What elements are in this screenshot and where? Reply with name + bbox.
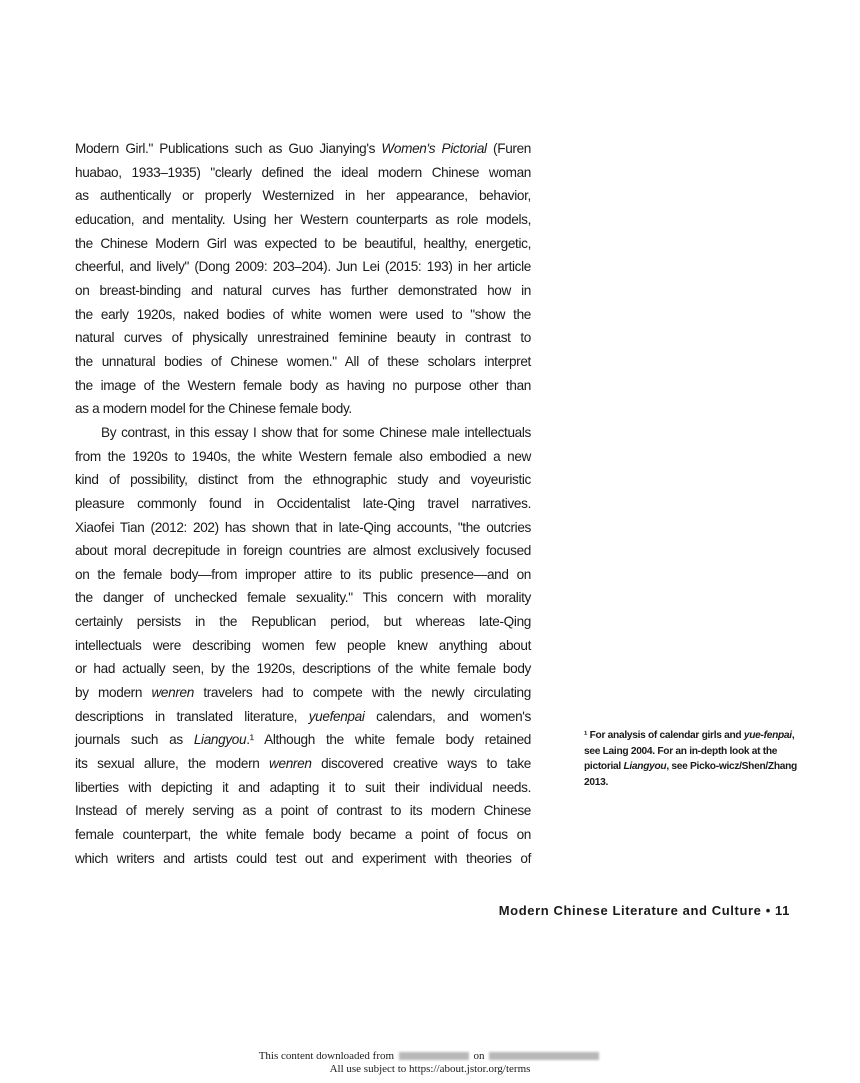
text-run: (Furen [486, 141, 532, 156]
text-run: natural curves of physically unrestrained feminine beauty in contrast to [75, 330, 531, 346]
text-run: as authentically or properly Westernized in her appearance, behavior, [75, 188, 531, 204]
text-line [75, 776, 531, 800]
text-line [75, 374, 531, 398]
italic-term: Liangyou [193, 732, 247, 748]
text-line [75, 137, 531, 161]
text-line [75, 516, 531, 540]
text-run: liberties with depicting it and adapting it to suit their individual needs. [75, 779, 531, 795]
text-run: intellectuals were describing women few people knew anything about [75, 637, 531, 653]
text-run: on the female body—from improper attire to its public presence—and on [75, 566, 531, 582]
text-run: which writers and artists could test out and experiment with theories of [75, 850, 531, 866]
text-run: huabao, 1933–1935) "clearly defined the ideal modern Chinese woman [75, 164, 531, 180]
text-run: its sexual allure, the modern [75, 756, 270, 772]
text-line [75, 255, 531, 279]
text-run: calendars, and women's [364, 708, 532, 724]
text-run: travelers had to compete with the newly circulating [193, 685, 531, 701]
italic-term: wenren [269, 756, 312, 772]
text-line [75, 610, 531, 634]
text-line [75, 657, 531, 681]
text-line [75, 303, 531, 327]
text-line [75, 586, 531, 610]
italic-term: Women's Pictorial [381, 141, 487, 156]
text-line [75, 326, 531, 350]
text-run: .¹ Although the white female body retained [246, 732, 532, 748]
redacted-ip [399, 1052, 469, 1060]
text-line [75, 728, 531, 752]
text-line [75, 705, 531, 729]
text-line [75, 279, 531, 303]
text-line [75, 397, 531, 421]
italic-term: yue-fenpai [743, 730, 792, 741]
text-run: as a modern model for the Chinese female body. [75, 401, 352, 417]
download-line [0, 1050, 860, 1063]
italic-term: Liangyou [623, 761, 667, 773]
running-footer: Modern Chinese Literature and Culture • 11 [498, 903, 790, 918]
text-run: from the 1920s to 1940s, the white Western female also embodied a new [75, 448, 531, 464]
text-run: the unnatural bodies of Chinese women." All of these scholars interpret [75, 353, 531, 369]
text-run: by modern [75, 685, 152, 701]
text-line [75, 799, 531, 823]
text-run: Xiaofei Tian (2012: 202) has shown that in late-Qing accounts, "the outcries [75, 519, 531, 535]
body-text [75, 137, 531, 870]
text-line [75, 492, 531, 516]
text-line [75, 184, 531, 208]
text-line [75, 232, 531, 256]
text-run: pleasure commonly found in Occidentalist late-Qing travel narratives. [75, 495, 531, 511]
text-run: descriptions in translated literature, [75, 708, 309, 724]
text-line [75, 468, 531, 492]
text-line [75, 445, 531, 469]
italic-term: wenren [151, 685, 194, 701]
footnote [584, 728, 800, 790]
text-run: kind of possibility, distinct from the ethnographic study and voyeuristic [75, 472, 531, 488]
text-run: or had actually seen, by the 1920s, descriptions of the white female body [75, 661, 531, 677]
italic-term: yuefenpai [308, 708, 365, 724]
text-run: education, and mentality. Using her Western counterparts as role models, [75, 211, 531, 227]
text-line [75, 563, 531, 587]
text-run: cheerful, and lively" (Dong 2009: 203–204). Jun Lei (2015: 193) in her article [75, 259, 531, 275]
text-line [75, 681, 531, 705]
text-run: By contrast, in this essay I show that for some Chinese male intellectuals [101, 424, 531, 440]
text-line [75, 539, 531, 563]
text-run: the early 1920s, naked bodies of white women were used to "show the [75, 306, 531, 322]
text-line [75, 847, 531, 871]
text-line [75, 823, 531, 847]
text-run: , see Laing 2004. For an in-depth look at the pictorial [584, 730, 795, 773]
downloaded-prefix: This content downloaded from [258, 1050, 395, 1062]
text-run: Instead of merely serving as a point of contrast to its modern Chinese [75, 803, 531, 819]
text-run: the Chinese Modern Girl was expected to be beautiful, healthy, energetic, [75, 235, 531, 251]
text-run: discovered creative ways to take [311, 756, 531, 772]
text-run: the image of the Western female body as having no purpose other than [75, 377, 531, 393]
text-line [75, 421, 531, 445]
text-line [75, 350, 531, 374]
terms-line: All use subject to https://about.jstor.org/terms [329, 1063, 531, 1075]
text-run: about moral decrepitude in foreign countries are almost exclusively focused [75, 543, 531, 559]
jstor-notice [0, 1050, 860, 1076]
text-line [75, 161, 531, 185]
text-line [75, 752, 531, 776]
text-run: , see Picko-wicz/Shen/Zhang 2013. [584, 761, 797, 788]
text-run: certainly persists in the Republican period, but whereas late-Qing [75, 614, 531, 630]
redacted-date [489, 1052, 599, 1060]
text-run: the danger of unchecked female sexuality." This concern with morality [75, 590, 531, 606]
text-line [75, 634, 531, 658]
text-run: female counterpart, the white female body became a point of focus on [75, 827, 531, 843]
on-word: on [473, 1050, 485, 1062]
text-run: journals such as [75, 732, 194, 748]
text-run: ¹ For analysis of calendar girls and [584, 730, 744, 741]
text-run: Modern Girl." Publications such as Guo Jianying's [75, 141, 382, 156]
text-run: on breast-binding and natural curves has further demonstrated how in [75, 282, 531, 298]
text-line [75, 208, 531, 232]
